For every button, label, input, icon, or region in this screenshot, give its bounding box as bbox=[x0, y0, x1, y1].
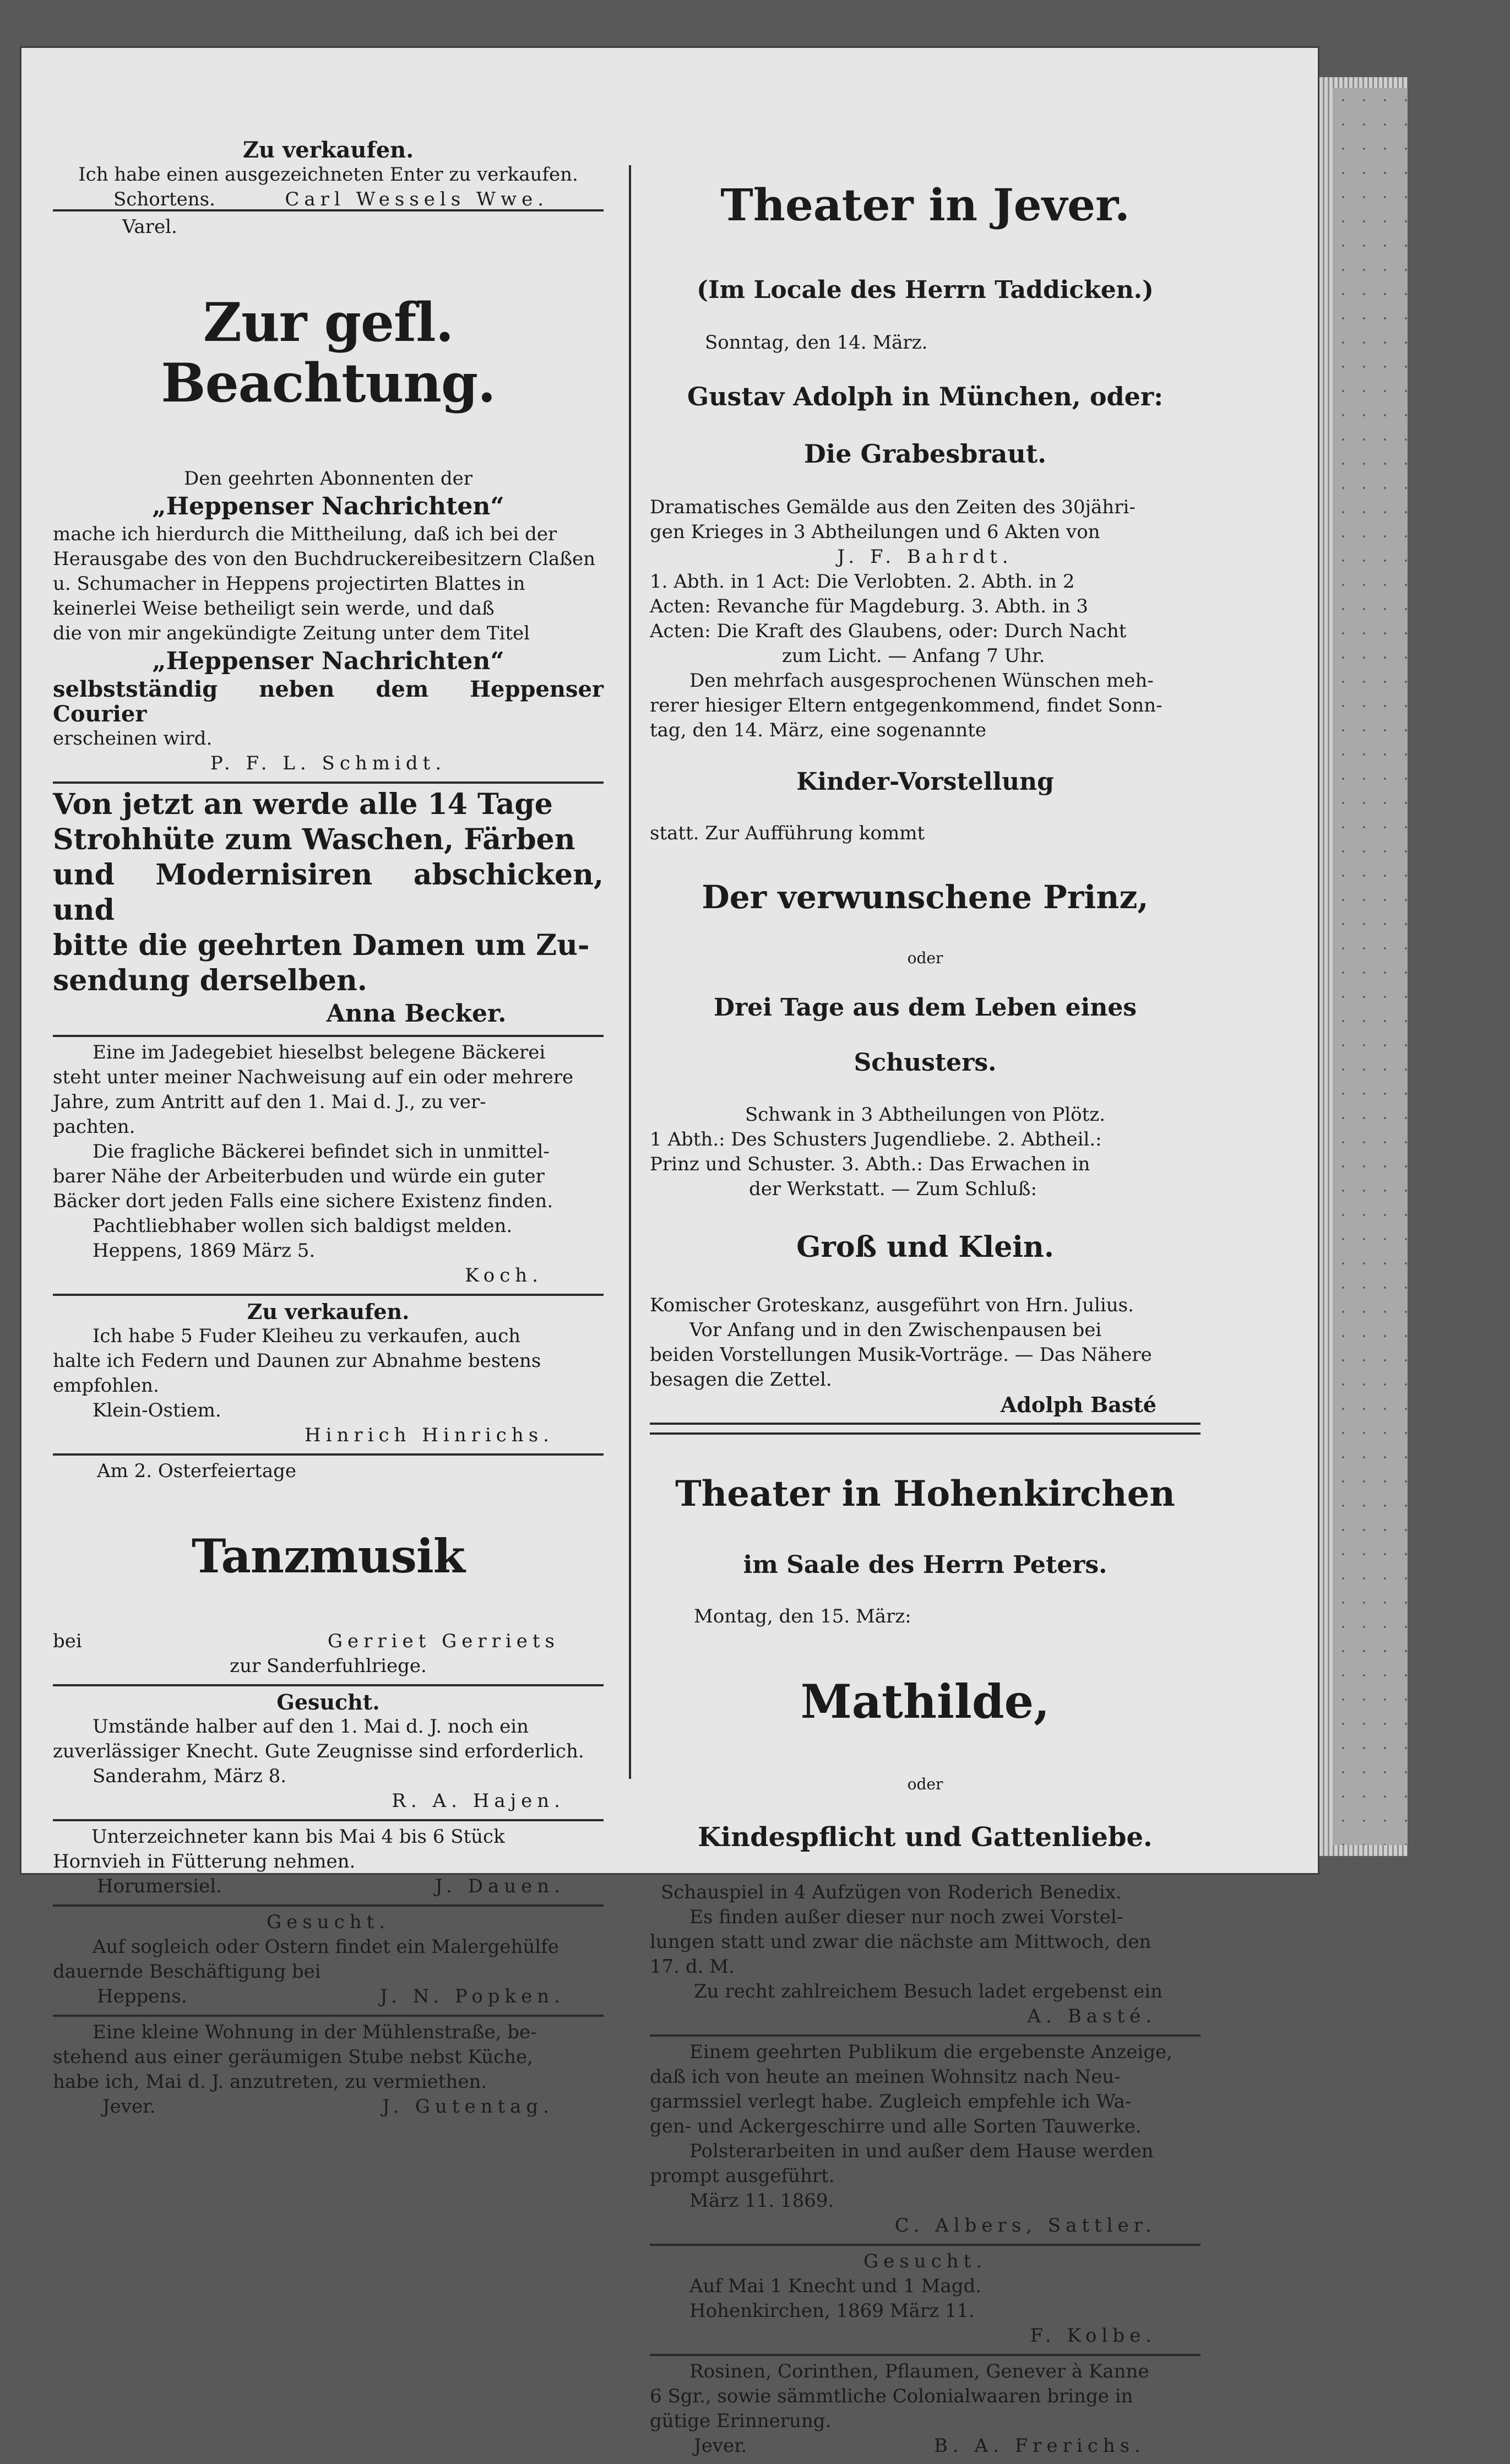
ad-footer bbox=[53, 2094, 604, 2119]
ad-line: statt. Zur Aufführung kommt bbox=[650, 822, 925, 844]
ad-kolbe-gesucht bbox=[650, 2246, 1201, 2356]
ad-line: Auf sogleich oder Ostern findet ein Malergehülfe bbox=[93, 1936, 559, 1958]
ad-line: Sanderahm, März 8. bbox=[93, 1765, 287, 1787]
ad-intro: Am 2. Osterfeiertage bbox=[97, 1460, 296, 1482]
ad-footer bbox=[53, 1874, 604, 1899]
ad-kleiheu bbox=[53, 1296, 604, 1456]
ad-line: keinerlei Weise betheiligt sein werde, und daß bbox=[53, 598, 495, 620]
ad-heading: Gesucht. bbox=[863, 2250, 987, 2272]
ad-line: lungen statt und zwar die nächste am Mittwoch, den bbox=[650, 1931, 1151, 1953]
ad-signature: J. Gutentag. bbox=[382, 2096, 554, 2118]
ad-albers-sattler bbox=[650, 2037, 1201, 2246]
ad-signature: Anna Becker. bbox=[326, 1000, 507, 1028]
ad-line: Hohenkirchen, 1869 März 11. bbox=[689, 2300, 975, 2322]
ad-strohhuete bbox=[53, 784, 604, 1037]
ad-line: Acten: Revanche für Magdeburg. 3. Abth. in 3 bbox=[650, 595, 1089, 617]
ad-signature: Adolph Basté bbox=[1000, 1392, 1156, 1417]
ad-line: Acten: Die Kraft des Glaubens, oder: Durch Nacht bbox=[650, 620, 1127, 642]
ad-play-title: Der verwunschene Prinz, bbox=[702, 878, 1149, 916]
ad-line: erscheinen wird. bbox=[53, 728, 213, 750]
ad-place: Jever. bbox=[694, 2435, 747, 2457]
ad-signature: Carl Wessels Wwe. bbox=[285, 188, 548, 210]
ad-hornvieh bbox=[53, 1821, 604, 1907]
ad-place: zur Sanderfuhlriege. bbox=[230, 1655, 427, 1677]
ad-heading: Theater in Jever. bbox=[720, 179, 1130, 231]
ad-theater-hohenkirchen bbox=[650, 1432, 1201, 2037]
ad-place: Heppens. bbox=[97, 1985, 187, 2007]
ad-line: halte ich Federn und Daunen zur Abnahme bestens bbox=[53, 1350, 541, 1372]
ad-line: Strohhüte zum Waschen, Färben bbox=[53, 823, 575, 856]
ad-footer bbox=[53, 187, 604, 212]
ad-subheading: im Saale des Herrn Peters. bbox=[743, 1551, 1107, 1579]
ad-signature: Hinrich Hinrichs. bbox=[304, 1424, 554, 1446]
ad-line: zuverlässiger Knecht. Gute Zeugnisse sind erforderlich. bbox=[53, 1740, 584, 1762]
ad-line: Den mehrfach ausgesprochenen Wünschen meh- bbox=[689, 670, 1154, 692]
ad-text: Ich habe einen ausgezeichneten Enter zu verkaufen. bbox=[78, 164, 578, 186]
ad-line: Bäcker dort jeden Falls eine sichere Existenz finden. bbox=[53, 1190, 553, 1212]
ad-line: März 11. 1869. bbox=[689, 2190, 834, 2212]
ad-line: Herausgabe des von den Buchdruckereibesitzern Claßen bbox=[53, 548, 595, 570]
ad-title: Die Grabesbraut. bbox=[803, 439, 1047, 469]
ad-line: zum Licht. — Anfang 7 Uhr. bbox=[782, 645, 1045, 667]
ad-line: Eine im Jadegebiet hieselbst belegene Bäckerei bbox=[93, 1041, 546, 1063]
ad-line-title: „Heppenser Nachrichten“ bbox=[152, 492, 504, 520]
ad-line: Heppens, 1869 März 5. bbox=[93, 1240, 316, 1262]
ad-line: habe ich, Mai d. J. anzutreten, zu vermiethen. bbox=[53, 2071, 487, 2093]
ad-line: steht unter meiner Nachweisung auf ein oder mehrere bbox=[53, 1066, 574, 1088]
ad-signature: Koch. bbox=[465, 1264, 543, 1287]
ad-heading: Gesucht. bbox=[266, 1911, 390, 1933]
ad-line: gütige Erinnerung. bbox=[650, 2410, 832, 2432]
ad-place: Jever. bbox=[102, 2096, 156, 2118]
ad-play-subtitle: Drei Tage aus dem Leben eines bbox=[713, 994, 1137, 1022]
ad-signature: J. Dauen. bbox=[435, 1875, 565, 1897]
ad-line: Zu recht zahlreichem Besuch ladet ergebenst ein bbox=[694, 1980, 1163, 2002]
ad-line: Es finden außer dieser nur noch zwei Vorstel- bbox=[689, 1906, 1123, 1928]
column-divider bbox=[629, 165, 631, 1779]
ad-oder: oder bbox=[907, 949, 943, 967]
ad-line: gen Krieges in 3 Abtheilungen und 6 Akten von bbox=[650, 521, 1100, 543]
ad-heading: Theater in Hohenkirchen bbox=[675, 1473, 1175, 1515]
book-cover-edge bbox=[1333, 88, 1408, 1845]
ad-place: Horumersiel. bbox=[97, 1875, 222, 1897]
ad-line: und Modernisiren abschicken, und bbox=[53, 858, 604, 927]
ad-line: besagen die Zettel. bbox=[650, 1369, 832, 1391]
ad-line: Komischer Groteskanz, ausgeführt von Hrn. Julius. bbox=[650, 1294, 1134, 1316]
ad-signature: C. Albers, Sattler. bbox=[894, 2215, 1156, 2237]
ad-date: Montag, den 15. März: bbox=[694, 1605, 911, 1627]
ad-oder: oder bbox=[907, 1775, 943, 1793]
ad-heading: Tanzmusik bbox=[191, 1529, 465, 1583]
ad-line: beiden Vorstellungen Musik-Vorträge. — Das Nähere bbox=[650, 1344, 1152, 1366]
ad-line: Den geehrten Abonnenten der bbox=[184, 468, 472, 490]
ad-title: Mathilde, bbox=[800, 1674, 1050, 1729]
ad-heading: Gesucht. bbox=[276, 1690, 380, 1714]
ad-line: Unterzeichneter kann bis Mai 4 bis 6 Stück bbox=[91, 1826, 505, 1848]
ad-line: Polsterarbeiten in und außer dem Hause werden bbox=[689, 2140, 1154, 2162]
ad-line: tag, den 14. März, eine sogenannte bbox=[650, 719, 987, 741]
ad-place: Schortens. bbox=[113, 188, 215, 210]
ad-baeckerei bbox=[53, 1037, 604, 1296]
ad-line: Schauspiel in 4 Aufzügen von Roderich Benedix. bbox=[661, 1881, 1122, 1903]
ad-line: Schwank in 3 Abtheilungen von Plötz. bbox=[745, 1104, 1106, 1126]
ad-beachtung bbox=[53, 211, 604, 784]
ad-line: J. F. Bahrdt. bbox=[837, 546, 1013, 568]
ad-title: Gustav Adolph in München, oder: bbox=[687, 382, 1164, 411]
ad-frerichs bbox=[650, 2356, 1201, 2464]
ad-date: Sonntag, den 14. März. bbox=[705, 332, 928, 354]
ad-place: Klein-Ostiem. bbox=[93, 1399, 221, 1421]
ad-line: Prinz und Schuster. 3. Abth.: Das Erwachen in bbox=[650, 1153, 1090, 1175]
ad-line: daß ich von heute an meinen Wohnsitz nach Neu- bbox=[650, 2066, 1121, 2088]
ad-place: Varel. bbox=[122, 216, 177, 238]
ad-signature: J. N. Popken. bbox=[380, 1985, 565, 2007]
ad-theater-jever bbox=[650, 132, 1201, 1425]
ad-line: 1. Abth. in 1 Act: Die Verlobten. 2. Abth. in 2 bbox=[650, 571, 1075, 593]
ad-line: Hornvieh in Fütterung nehmen. bbox=[53, 1850, 356, 1873]
ad-line: 1 Abth.: Des Schusters Jugendliebe. 2. Abtheil.: bbox=[650, 1128, 1102, 1150]
ad-subheading: (Im Locale des Herrn Taddicken.) bbox=[697, 276, 1154, 304]
ad-line: dauernde Beschäftigung bei bbox=[53, 1961, 321, 1983]
ad-line: die von mir angekündigte Zeitung unter dem Titel bbox=[53, 622, 530, 644]
ad-signature: P. F. L. Schmidt. bbox=[210, 752, 447, 774]
ad-line: Pachtliebhaber wollen sich baldigst melden. bbox=[93, 1215, 513, 1237]
ad-bei: bei bbox=[53, 1630, 82, 1652]
ad-heading: Zu verkaufen. bbox=[242, 137, 414, 163]
ad-footer bbox=[53, 1984, 604, 2009]
ad-enter-for-sale bbox=[53, 83, 604, 211]
ad-signature: F. Kolbe. bbox=[1030, 2325, 1156, 2347]
ad-line: mache ich hierdurch die Mittheilung, daß ich bei der bbox=[53, 523, 557, 545]
ad-wohnung bbox=[53, 2017, 604, 2125]
ad-line: Ich habe 5 Fuder Kleiheu zu verkaufen, auch bbox=[93, 1325, 521, 1347]
ad-subtitle: Kindespflicht und Gattenliebe. bbox=[698, 1822, 1153, 1853]
ad-line: prompt ausgeführt. bbox=[650, 2165, 835, 2187]
ad-signature: B. A. Frerichs. bbox=[933, 2435, 1145, 2457]
ad-signature: A. Basté. bbox=[1027, 2005, 1156, 2027]
ad-kinder-vorstellung: Kinder-Vorstellung bbox=[796, 768, 1054, 796]
ad-line: u. Schumacher in Heppens projectirten Blattes in bbox=[53, 573, 525, 595]
ad-line: garmssiel verlegt habe. Zugleich empfehle ich Wa- bbox=[650, 2091, 1132, 2113]
ad-malergehuelfe bbox=[53, 1907, 604, 2017]
ad-line: Einem geehrten Publikum die ergebenste Anzeige, bbox=[689, 2041, 1172, 2063]
ad-line: Die fragliche Bäckerei befindet sich in unmittel- bbox=[93, 1141, 550, 1163]
ad-line: Rosinen, Corinthen, Pflaumen, Genever à Kanne bbox=[689, 2360, 1149, 2382]
ad-finale-title: Groß und Klein. bbox=[796, 1230, 1054, 1264]
ad-line: Vor Anfang und in den Zwischenpausen bei bbox=[689, 1319, 1102, 1341]
left-column bbox=[53, 83, 604, 2125]
ad-signature: R. A. Hajen. bbox=[392, 1790, 565, 1812]
ad-line-title: „Heppenser Nachrichten“ bbox=[152, 647, 504, 675]
ad-line: pachten. bbox=[53, 1116, 135, 1138]
ad-tanzmusik bbox=[53, 1456, 604, 1686]
ad-line: gen- und Ackergeschirre und alle Sorten Tauwerke. bbox=[650, 2115, 1142, 2137]
ad-line: 6 Sgr., sowie sämmtliche Colonialwaaren bringe in bbox=[650, 2385, 1133, 2407]
ad-line: Umstände halber auf den 1. Mai d. J. noch ein bbox=[93, 1716, 529, 1738]
ad-heading: Zu verkaufen. bbox=[247, 1299, 410, 1324]
ad-line: Auf Mai 1 Knecht und 1 Magd. bbox=[689, 2275, 982, 2297]
ad-host-row bbox=[53, 1629, 604, 1654]
ad-host-name: Gerriet Gerriets bbox=[327, 1630, 560, 1652]
right-column bbox=[650, 132, 1201, 2464]
ad-play-subtitle: Schusters. bbox=[854, 1049, 997, 1077]
ad-line: Jahre, zum Antritt auf den 1. Mai d. J., zu ver- bbox=[53, 1091, 486, 1113]
ad-footer bbox=[650, 2434, 1201, 2458]
ad-line: stehend aus einer geräumigen Stube nebst Küche, bbox=[53, 2046, 533, 2068]
ad-line: selbstständig neben dem Heppenser Courier bbox=[53, 676, 604, 727]
ad-line: empfohlen. bbox=[53, 1375, 159, 1397]
ad-line: Dramatisches Gemälde aus den Zeiten des 30jähri- bbox=[650, 496, 1136, 518]
ad-line: bitte die geehrten Damen um Zu- bbox=[53, 929, 590, 962]
ad-line: Von jetzt an werde alle 14 Tage bbox=[53, 788, 553, 821]
ad-line: der Werkstatt. — Zum Schluß: bbox=[749, 1178, 1037, 1200]
ad-knecht-gesucht bbox=[53, 1686, 604, 1821]
ad-heading: Zur gefl. Beachtung. bbox=[161, 291, 496, 414]
ad-line: rerer hiesiger Eltern entgegenkommend, findet Sonn- bbox=[650, 694, 1163, 717]
ad-line: barer Nähe der Arbeiterbuden und würde ein guter bbox=[53, 1165, 545, 1187]
ad-line: 17. d. M. bbox=[650, 1956, 735, 1978]
ad-line: sendung derselben. bbox=[53, 964, 367, 997]
ad-line: Eine kleine Wohnung in der Mühlenstraße, be- bbox=[93, 2021, 537, 2043]
